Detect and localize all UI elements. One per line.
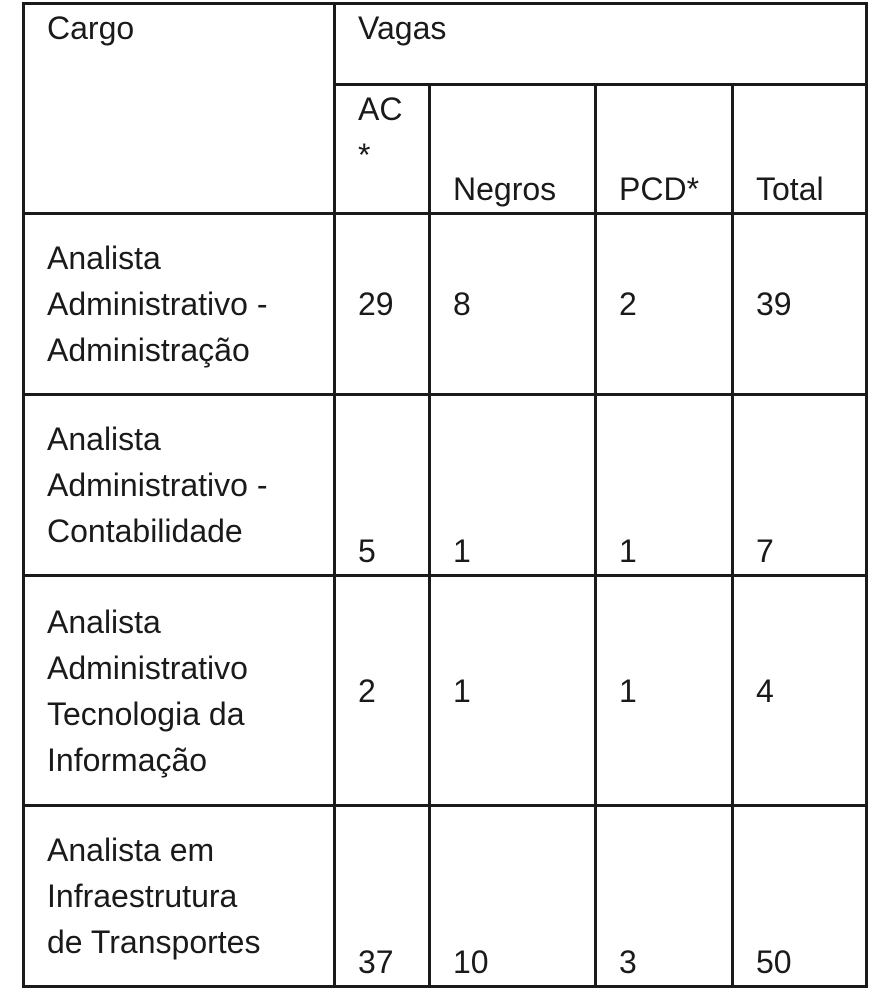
cargo-line: Administrativo -	[47, 467, 268, 504]
cargo-line: Analista	[47, 240, 161, 277]
cargo-line: Analista em	[47, 832, 215, 869]
header-total: Total	[733, 84, 867, 214]
cargo-cell	[24, 576, 335, 806]
cargo-line: Infraestrutura	[47, 878, 238, 915]
negros-cell: 1	[430, 576, 596, 806]
header-ac-line1: AC	[358, 90, 403, 127]
table-row	[24, 576, 867, 806]
cargo-cell	[24, 806, 335, 987]
pcd-cell: 1	[596, 576, 733, 806]
header-cargo: Cargo	[24, 4, 335, 214]
header-vagas: Vagas	[335, 4, 867, 85]
cargo-line: Analista	[47, 603, 161, 640]
cargo-line: Administrativo -	[47, 286, 268, 323]
cargo-line: Contabilidade	[47, 513, 243, 550]
cargo-cell	[24, 395, 335, 576]
cargo-cell	[24, 214, 335, 395]
cargo-line: Analista	[47, 421, 161, 458]
negros-cell: 8	[430, 214, 596, 395]
cargo-line: Tecnologia da	[47, 695, 245, 732]
ac-cell: 5	[335, 395, 430, 576]
negros-cell: 10	[430, 806, 596, 987]
pcd-cell: 3	[596, 806, 733, 987]
vacancies-table	[22, 2, 868, 988]
total-cell: 4	[733, 576, 867, 806]
cargo-line: de Transportes	[47, 924, 261, 961]
negros-cell: 1	[430, 395, 596, 576]
ac-cell: 29	[335, 214, 430, 395]
header-row	[24, 4, 867, 85]
total-cell: 7	[733, 395, 867, 576]
cargo-line: Administrativo	[47, 649, 248, 686]
pcd-cell: 1	[596, 395, 733, 576]
cargo-line: Informação	[47, 741, 208, 778]
table-row	[24, 395, 867, 576]
ac-cell: 37	[335, 806, 430, 987]
total-cell: 50	[733, 806, 867, 987]
header-pcd: PCD*	[596, 84, 733, 214]
header-ac-line2: *	[358, 136, 371, 173]
header-negros: Negros	[430, 84, 596, 214]
header-ac	[335, 84, 430, 214]
cargo-line: Administração	[47, 332, 250, 369]
ac-cell: 2	[335, 576, 430, 806]
pcd-cell: 2	[596, 214, 733, 395]
total-cell: 39	[733, 214, 867, 395]
table-row	[24, 806, 867, 987]
table-row	[24, 214, 867, 395]
